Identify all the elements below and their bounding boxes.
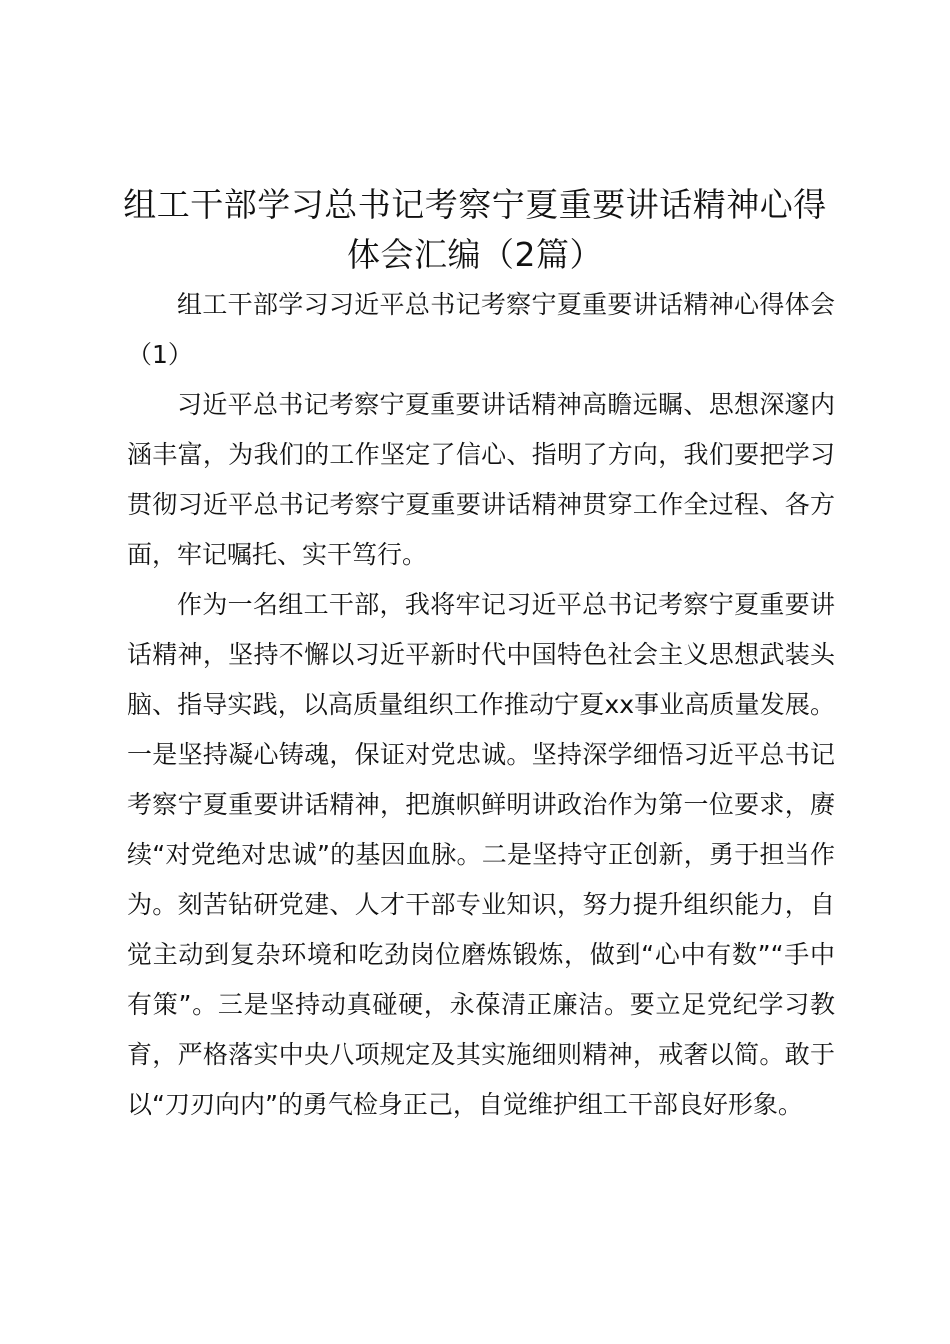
document-body: [127, 280, 835, 1130]
document-title: 组工干部学习总书记考察宁夏重要讲话精神心得体会汇编（2篇）: [123, 185, 827, 274]
paragraph-intro: 习近平总书记考察宁夏重要讲话精神高瞻远瞩、思想深邃内涵丰富，为我们的工作坚定了信心、指明了方向，我们要把学习贯彻习近平总书记考察宁夏重要讲话精神贯穿工作全过程、各方面，牢记嘱托、实干笃行。: [127, 390, 835, 569]
article-subtitle: 组工干部学习习近平总书记考察宁夏重要讲话精神心得体会（1）: [127, 290, 835, 369]
paragraph-commitment: 作为一名组工干部，我将牢记习近平总书记考察宁夏重要讲话精神，坚持不懈以习近平新时代中国特色社会主义思想武装头脑、指导实践，以高质量组织工作推动宁夏xx事业高质量发展。一是坚持凝心铸魂，保证对党忠诚。坚持深学细悟习近平总书记考察宁夏重要讲话精神，把旗帜鲜明讲政治作为第一位要求，赓续“对党绝对忠诚”的基因血脉。二是坚持守正创新，勇于担当作为。刻苦钻研党建、人才干部专业知识，努力提升组织能力，自觉主动到复杂环境和吃劲岗位磨炼锻炼，做到“心中有数”“手中有策”。三是坚持动真碰硬，永葆清正廉洁。要立足党纪学习教育，严格落实中央八项规定及其实施细则精神，戒奢以简。敢于以“刀刃向内”的勇气检身正己，自觉维护组工干部良好形象。: [127, 590, 835, 1119]
